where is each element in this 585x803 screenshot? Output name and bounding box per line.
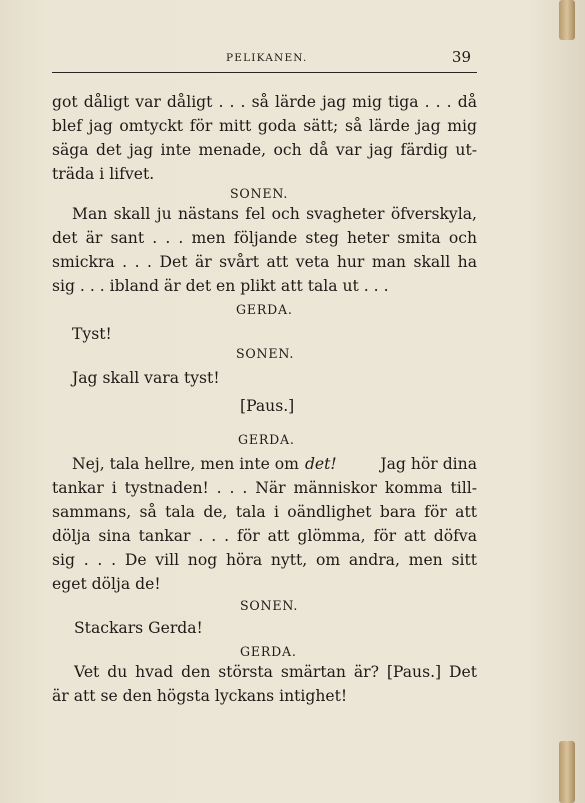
text-line: sig . . . ibland är det en plikt att tala ut . . . [52,277,389,295]
running-title: PELIKANEN. [226,52,308,64]
text-fragment: Nej, tala hellre, men inte om [72,455,299,473]
speaker-label: GERDA. [240,644,297,659]
text-line: blef jag omtyckt för mitt goda sätt; så lärde jag mig [52,117,477,135]
speaker-label: GERDA. [236,302,293,317]
text-line: träda i lifvet. [52,165,155,183]
page-edge-tab-bottom [559,741,575,803]
text-line: dölja sina tankar . . . för att glömma, för att döfva [52,527,477,545]
text-line: säga det jag inte menade, och då var jag färdig ut- [52,141,477,159]
text-line: Tyst! [72,325,112,343]
text-fragment: Jag hör dina [380,455,477,473]
text-line: det är sant . . . men följande steg heter smita och [52,229,477,247]
text-line: tankar i tystnaden! . . . När människor komma till- [52,479,477,497]
text-line: sig . . . De vill nog höra nytt, om andra, men sitt [52,551,477,569]
stage-direction: [Paus.] [240,397,295,415]
text-line: eget dölja de! [52,575,161,593]
text-line: smickra . . . Det är svårt att veta hur man skall ha [52,253,477,271]
speaker-label: SONEN. [230,186,289,201]
page-number: 39 [451,48,471,66]
text-line: Vet du hvad den största smärtan är? [Paus.] Det [74,663,477,681]
speaker-label: SONEN. [240,598,299,613]
text-line [72,454,477,474]
emphasis-text: det! [304,455,337,473]
speaker-label: GERDA. [238,432,295,447]
header-rule [52,72,477,73]
text-line: är att se den högsta lyckans intighet! [52,687,348,705]
text-line: Jag skall vara tyst! [72,369,220,387]
text-line: got dåligt var dåligt . . . så lärde jag mig tiga . . . då [52,93,477,111]
text-line: Stackars Gerda! [74,619,203,637]
page-header [52,48,477,68]
page-edge-tab-top [559,0,575,40]
text-line: Man skall ju nästans fel och svagheter öfverskyla, [72,205,477,223]
speaker-label: SONEN. [236,346,295,361]
text-line: sammans, så tala de, tala i oändlighet bara för att [52,503,477,521]
